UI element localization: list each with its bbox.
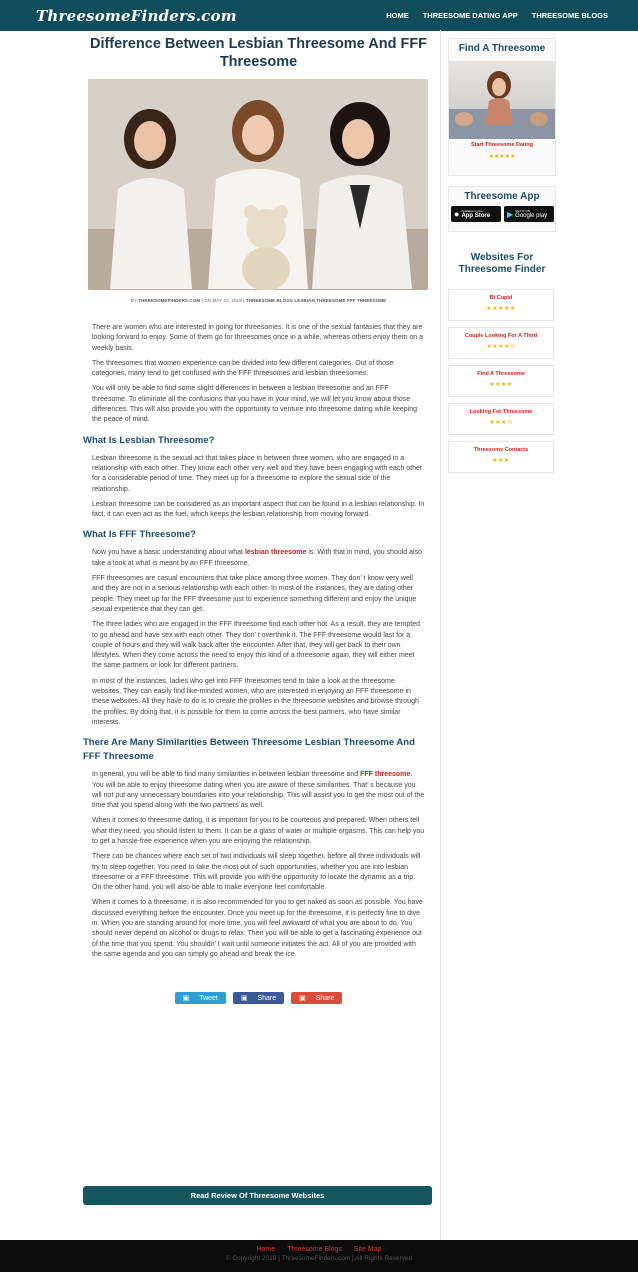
site-name[interactable]: Couple Looking For A Third: [464, 333, 538, 339]
websites-title: Websites For Threesome Finder: [458, 252, 546, 275]
site-name[interactable]: Threesome Contacts: [473, 447, 529, 453]
threesome-app-widget: [448, 186, 556, 232]
appstore-small-label: Available on the: [461, 209, 483, 213]
copyright: © Copyright 2019 | ThreesomeFinders.com | All Rights Reserved: [225, 1255, 413, 1262]
site-name[interactable]: Bi Cupid: [489, 295, 513, 301]
paragraph-text: . You will be able to enjoy threesome dating when you are aware of these similarities. That’ s because you will not put any unnecessary boundaries into your relationship. This will assist you to get the most out of the time that you spend along with the two partners as well.: [92, 771, 425, 810]
nav-home[interactable]: HOME: [386, 11, 409, 20]
apple-icon: ●: [454, 209, 460, 219]
main-nav: [386, 11, 608, 20]
section-heading: What Is Lesbian Threesome?: [83, 434, 215, 446]
hero-image: [88, 79, 428, 290]
rating-stars: ★★★★★: [488, 154, 516, 160]
paragraph: Lesbian threesome is the sexual act that takes place in between three women, who are engaged in a relationship with each other. They know each other very well and they have been engaging with each other for a considerable period of time. They meet up for a threesome to explore the sexual side of the relationship.: [92, 454, 423, 493]
lesbian-threesome-link[interactable]: lesbian threesome: [244, 549, 307, 557]
article-body: [78, 323, 439, 1004]
app-badges: [451, 206, 555, 222]
byline-date: | ON MAY 23, 2019 |: [200, 298, 246, 303]
read-review-button[interactable]: Read Review Of Threesome Websites: [83, 1186, 432, 1205]
fff-threesome-link[interactable]: FFF threesome: [360, 771, 411, 779]
paragraph: The three ladies who are engaged in the FFF threesome find each other hot. As a result, they are tempted to go ahead and have sex with each other. They don’ t overthink it. The FFF threesome would last for a couple of hours and they will walk back after the encounter. After that, they will get back to their own lifestyles. When they come across the need to enjoy this kind of a threesome again, they will either meet the same partners or look for different partners.: [92, 621, 421, 670]
rating-stars: ★★★★★: [486, 306, 516, 312]
article: [78, 33, 439, 1004]
threesome-app-title: Threesome App: [464, 191, 540, 202]
find-threesome-image[interactable]: [449, 61, 555, 139]
paragraph: When it comes to a threesome, it is also recommended for you to get naked as soon as possible. You have discussed everything before the encounter. Once you meet up for the threesome, it is perfectly fine to dive in. When you are standing around for more time, you will feel awkward of what you are about to do. You should never depend on alcohol or drugs to relax. Then you will be able to get a fascinating experience out of the time that you spend. You shouldn’ t wait until someone initiates the act. All of you are provided with the same agenda and you can simply go ahead and break the ice.: [92, 899, 423, 958]
paragraph: [92, 548, 425, 569]
paragraph-text: is. With that in mind, you should also take a look at what is meant by an FFF threesome.: [92, 549, 422, 567]
article-title: Difference Between Lesbian Threesome And FFF Threesome: [89, 36, 428, 70]
start-threesome-dating-link[interactable]: Start Threesome Dating: [470, 142, 534, 148]
footer-link-site-map[interactable]: Site Map: [353, 1246, 382, 1253]
google-play-icon: ▶: [507, 209, 514, 219]
app-store-badge[interactable]: [451, 206, 501, 222]
footer-link-threesome-blogs[interactable]: Threesome Blogs: [287, 1246, 342, 1253]
paragraph: FFF threesomes are casual encounters that take place among three women. They don’ t know very well and they are not in a serious relationship with each other. In most of the instances, they are dating other people. They meet up for the FFF threesome just to experience something different and enjoy the unique sexual experience that they can get.: [92, 575, 417, 613]
google-play-badge[interactable]: [504, 206, 554, 222]
footer-link-home[interactable]: Home: [256, 1246, 276, 1253]
site-header: [0, 0, 638, 31]
appstore-label: App Store: [461, 213, 491, 219]
nav-threesome-blogs[interactable]: THREESOME BLOGS: [531, 11, 608, 20]
gplus-share-button[interactable]: [291, 992, 342, 1004]
gplus-icon: ▣: [299, 995, 308, 1003]
hero-illustration: [88, 79, 428, 290]
section-heading: What Is FFF Threesome?: [83, 529, 196, 541]
site-card-couple-looking[interactable]: [448, 327, 554, 359]
site-footer: [0, 1240, 638, 1272]
tweet-button[interactable]: [175, 992, 226, 1004]
nav-threesome-dating-app[interactable]: THREESOME DATING APP: [422, 11, 518, 20]
rating-stars: ★★★½: [489, 420, 513, 426]
share-buttons: [92, 992, 425, 1004]
paragraph: There are women who are interested in going for threesomes. It is one of the sexual fantasies that they are looking forward to enjoy. Some of them go for threesomes once in a while, whereas others enjoy them on a weekly basis.: [92, 324, 423, 352]
paragraph: When it comes to threesome dating, it is important for you to be courteous and prepared. When others tell what they need, you should listen to them. It can be a glass of water or multiple orgasms. This can help you to get a hassle-free experience when you are enjoying the relationship.: [92, 817, 425, 845]
twitter-icon: ▣: [182, 995, 192, 1003]
paragraph: There can be chances where each set of two individuals will sleep together, before all three individuals will try to sleep together. You need to take the most out of such opportunities, whether you are into lesbian threesome or a FFF threesome. This will provide you with the opportunity to locate the dynamic as a trip. On the other hand, you will also be able to make everyone feel comfortable.: [92, 853, 421, 892]
paragraph: The threesomes that women experience can be divided into few different categories. Out of those categories, many tend to get confused with the FFF threesomes and lesbian threesomes.: [92, 359, 394, 378]
rating-stars: ★★★★: [489, 382, 513, 388]
facebook-icon: ▣: [240, 995, 250, 1003]
article-byline: [78, 298, 439, 303]
rating-stars: ★★★★½: [486, 344, 516, 350]
gplus-share-label: Share: [315, 995, 335, 1003]
site-logo[interactable]: ThreesomeFinders.com: [36, 6, 237, 25]
site-card-threesome-contacts[interactable]: [448, 441, 554, 473]
paragraph: You will only be able to find some slight differences in between a lesbian threesome and an FFF threesome. To eliminate all the confusions that you have in your mind, we will let you know about those differences. This will also provide you with the opportunity to venture into threesome dating while keeping the peace of mind.: [92, 385, 418, 424]
gplay-small-label: GET IT ON: [515, 209, 531, 213]
paragraph: Lesbian threesome can be considered as an important aspect that can be found in a lesbian relationship. In fact, it can even act as the fuel, which keeps the lesbian relationship from moving forward.: [92, 500, 425, 519]
facebook-share-label: Share: [257, 995, 277, 1003]
site-name[interactable]: Find A Threesome: [477, 371, 525, 377]
footer-links: [0, 1246, 638, 1253]
byline-tags[interactable]: THREESOME BLOGS LESBIAN THREESOME FFF THREESOME: [245, 298, 387, 303]
site-name[interactable]: Looking For Threesome: [469, 409, 533, 415]
paragraph-text: In general, you will be able to find many similarities in between lesbian threesome and: [92, 771, 361, 779]
rating-stars: ★★★: [492, 458, 510, 464]
find-threesome-widget: [448, 38, 556, 176]
facebook-share-button[interactable]: [233, 992, 284, 1004]
site-card-bi-cupid[interactable]: [448, 289, 554, 321]
sidebar-divider: [440, 30, 441, 1240]
paragraph: [92, 770, 425, 811]
find-threesome-illustration: [449, 61, 555, 139]
byline-author[interactable]: THREESOMEFINDERS.COM: [138, 298, 201, 303]
find-threesome-title: Find A Threesome: [458, 43, 546, 54]
tweet-label: Tweet: [199, 995, 218, 1003]
gplay-label: Google play: [515, 213, 548, 219]
paragraph: In most of the instances, ladies who get into FFF threesomes tend to take a look at the threesome websites. They can easily find like-minded women, who are interested in enjoying an FFF threesome in these websites. All they have to do is to create the profiles in the threesome websites and browse through the profiles. By doing that, it is possible for them to come across the best partners, who have similar interests.: [92, 677, 419, 726]
paragraph-text: Now you have a basic understanding about what: [92, 549, 245, 557]
byline-prefix: BY: [130, 298, 137, 303]
site-card-looking-for-threesome[interactable]: [448, 403, 554, 435]
section-heading: There Are Many Similarities Between Threesome Lesbian Threesome And FFF Threesome: [83, 737, 415, 763]
site-card-find-a-threesome[interactable]: [448, 365, 554, 397]
